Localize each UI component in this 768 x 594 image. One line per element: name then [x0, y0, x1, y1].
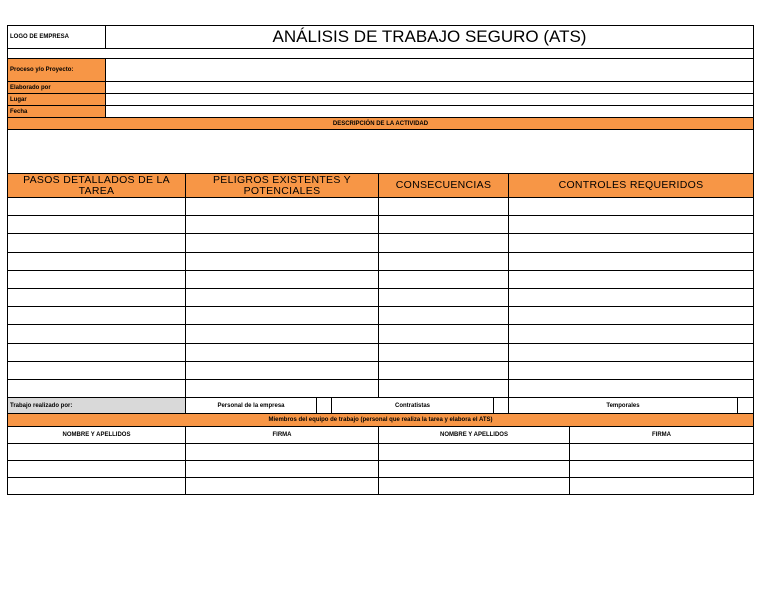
analysis-cell-consecuencias[interactable] [378, 288, 509, 307]
team-cell-firma-1[interactable] [185, 443, 379, 461]
analysis-cell-consecuencias[interactable] [378, 215, 509, 234]
team-cell-firma-1[interactable] [185, 460, 379, 478]
activity-description-input[interactable] [7, 129, 754, 174]
form-title: ANÁLISIS DE TRABAJO SEGURO (ATS) [105, 25, 754, 49]
team-cell-nombre-2[interactable] [378, 460, 570, 478]
analysis-cell-pasos[interactable] [7, 379, 186, 398]
team-cell-nombre-1[interactable] [7, 460, 186, 478]
analysis-cell-controles[interactable] [508, 361, 754, 380]
work-option-contratistas-checkbox[interactable] [493, 397, 509, 414]
analysis-cell-pasos[interactable] [7, 252, 186, 271]
team-cell-nombre-1[interactable] [7, 477, 186, 495]
work-option-personal-checkbox[interactable] [316, 397, 332, 414]
team-column-nombre-2: NOMBRE Y APELLIDOS [378, 426, 570, 444]
analysis-cell-consecuencias[interactable] [378, 306, 509, 325]
team-header: Miembros del equipo de trabajo (personal que realiza la tarea y elabora el ATS) [7, 413, 754, 427]
analysis-cell-pasos[interactable] [7, 361, 186, 380]
work-option-temporales-label: Temporales [508, 397, 738, 414]
info-label-elaborado: Elaborado por [7, 81, 106, 94]
analysis-cell-peligros[interactable] [185, 252, 379, 271]
work-option-personal-label: Personal de la empresa [185, 397, 317, 414]
analysis-cell-peligros[interactable] [185, 306, 379, 325]
column-header-consecuencias: CONSECUENCIAS [378, 173, 509, 198]
info-label-fecha: Fecha [7, 105, 106, 118]
info-label-proceso: Proceso y/o Proyecto: [7, 58, 106, 82]
team-cell-nombre-2[interactable] [378, 443, 570, 461]
analysis-cell-consecuencias[interactable] [378, 252, 509, 271]
analysis-cell-pasos[interactable] [7, 324, 186, 344]
analysis-cell-consecuencias[interactable] [378, 233, 509, 253]
analysis-cell-peligros[interactable] [185, 270, 379, 289]
analysis-cell-peligros[interactable] [185, 343, 379, 362]
column-header-controles: CONTROLES REQUERIDOS [508, 173, 754, 198]
logo-placeholder: LOGO DE EMPRESA [7, 25, 106, 49]
info-label-lugar: Lugar [7, 93, 106, 106]
analysis-cell-pasos[interactable] [7, 270, 186, 289]
analysis-cell-consecuencias[interactable] [378, 361, 509, 380]
analysis-cell-peligros[interactable] [185, 361, 379, 380]
team-cell-firma-2[interactable] [569, 460, 754, 478]
info-input-proceso[interactable] [105, 58, 754, 82]
analysis-cell-controles[interactable] [508, 288, 754, 307]
analysis-cell-controles[interactable] [508, 379, 754, 398]
analysis-cell-controles[interactable] [508, 233, 754, 253]
analysis-cell-controles[interactable] [508, 306, 754, 325]
work-done-label: Trabajo realizado por: [7, 397, 186, 414]
team-column-nombre-1: NOMBRE Y APELLIDOS [7, 426, 186, 444]
analysis-cell-peligros[interactable] [185, 233, 379, 253]
analysis-cell-consecuencias[interactable] [378, 379, 509, 398]
analysis-cell-controles[interactable] [508, 343, 754, 362]
analysis-cell-peligros[interactable] [185, 197, 379, 216]
analysis-cell-pasos[interactable] [7, 343, 186, 362]
team-cell-nombre-1[interactable] [7, 443, 186, 461]
analysis-cell-controles[interactable] [508, 270, 754, 289]
column-header-peligros: PELIGROS EXISTENTES Y POTENCIALES [185, 173, 379, 198]
analysis-cell-peligros[interactable] [185, 379, 379, 398]
team-column-firma-1: FIRMA [185, 426, 379, 444]
analysis-cell-controles[interactable] [508, 252, 754, 271]
analysis-cell-peligros[interactable] [185, 288, 379, 307]
analysis-cell-controles[interactable] [508, 215, 754, 234]
team-cell-firma-2[interactable] [569, 477, 754, 495]
analysis-cell-peligros[interactable] [185, 215, 379, 234]
analysis-cell-pasos[interactable] [7, 197, 186, 216]
analysis-cell-consecuencias[interactable] [378, 324, 509, 344]
team-column-firma-2: FIRMA [569, 426, 754, 444]
column-header-pasos: PASOS DETALLADOS DE LA TAREA [7, 173, 186, 198]
analysis-cell-consecuencias[interactable] [378, 343, 509, 362]
analysis-cell-consecuencias[interactable] [378, 197, 509, 216]
analysis-cell-controles[interactable] [508, 197, 754, 216]
analysis-cell-pasos[interactable] [7, 233, 186, 253]
team-cell-nombre-2[interactable] [378, 477, 570, 495]
work-option-temporales-checkbox[interactable] [737, 397, 754, 414]
analysis-cell-controles[interactable] [508, 324, 754, 344]
team-cell-firma-1[interactable] [185, 477, 379, 495]
analysis-cell-pasos[interactable] [7, 215, 186, 234]
analysis-cell-pasos[interactable] [7, 306, 186, 325]
analysis-cell-consecuencias[interactable] [378, 270, 509, 289]
analysis-cell-peligros[interactable] [185, 324, 379, 344]
activity-header: DESCRIPCIÓN DE LA ACTIVIDAD [7, 117, 754, 130]
analysis-cell-pasos[interactable] [7, 288, 186, 307]
team-cell-firma-2[interactable] [569, 443, 754, 461]
work-option-contratistas-label: Contratistas [331, 397, 494, 414]
